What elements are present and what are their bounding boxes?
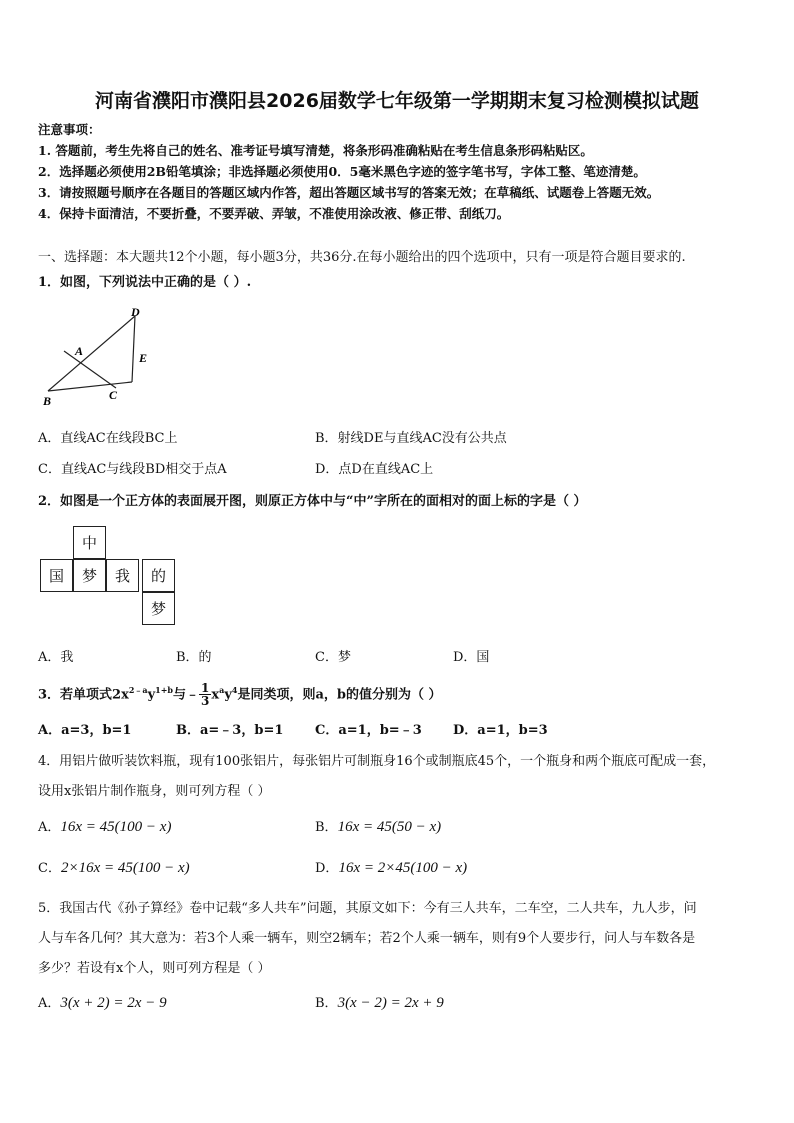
q3-option-b: B．a=﹣3，b=1 [176, 723, 284, 738]
q2-option-a: A．我 [38, 650, 74, 665]
q4-option-d-equation: 16x = 2×45(100 − x) [338, 860, 468, 876]
q3-text-b: y [147, 687, 156, 703]
q3-text-d: x [211, 687, 220, 703]
q4-line-2: 设用x张铝片制作瓶身，则可列方程（ ） [38, 784, 271, 799]
notice-heading: 注意事项： [38, 122, 101, 137]
q3-text-c: 与﹣ [173, 687, 200, 703]
q1-option-b: B．射线DE与直线AC没有公共点 [315, 431, 507, 446]
q4-option-d [315, 857, 467, 877]
q5-option-b [315, 992, 444, 1012]
net-face-guo: 国 [40, 559, 73, 592]
q1-option-d: D．点D在直线AC上 [315, 462, 434, 477]
label-e: E [139, 351, 148, 365]
q4-option-b [315, 816, 441, 836]
q1-option-c: C．直线AC与线段BD相交于点A [38, 462, 227, 477]
q5-line-1: 5．我国古代《孙子算经》卷中记载“多人共车”问题，其原文如下：今有三人共车，二车空，二人共车，九人步，问 [38, 901, 697, 916]
q3-fraction-den: 3 [201, 694, 210, 709]
q3-option-d: D．a=1，b=3 [453, 723, 548, 738]
net-face-zhong: 中 [73, 526, 106, 559]
line-db [48, 316, 135, 391]
label-b: B [43, 394, 52, 408]
q4-option-b-equation: 16x = 45(50 − x) [337, 819, 442, 835]
q3-stem [38, 674, 442, 711]
q5-line-2: 人与车各几何？其大意为：若3个人乘一辆车，则空2辆车；若2个人乘一辆车，则有9个人要步行，问人与车数各是 [38, 931, 696, 946]
q1-stem: 1．如图，下列说法中正确的是（ ）. [38, 275, 252, 290]
q4-line-1: 4．用铝片做听装饮料瓶，现有100张铝片，每张铝片可制瓶身16个或制瓶底45个，一个瓶身和两个瓶底可配成一套， [38, 754, 716, 769]
q4-option-b-label: B． [315, 820, 338, 835]
q4-option-c-equation: 2×16x = 45(100 − x) [60, 860, 190, 876]
q5-option-a-equation: 3(x + 2) = 2x − 9 [60, 995, 167, 1011]
q4-option-d-label: D． [315, 861, 339, 876]
q5-line-3: 多少？若设有x个人，则可列方程是（ ） [38, 961, 271, 976]
q2-cube-net [38, 526, 183, 628]
q3-exp-4: 4 [231, 685, 238, 695]
net-face-meng-1: 梦 [73, 559, 106, 592]
q3-exp-3: a [219, 685, 225, 695]
q4-option-c [38, 857, 190, 877]
line-de [132, 316, 135, 382]
label-d: D [131, 305, 140, 319]
q4-option-c-label: C． [38, 861, 61, 876]
q3-option-c: C．a=1，b=﹣3 [315, 723, 422, 738]
q3-exp-2: 1+b [155, 685, 174, 695]
line-ac [64, 351, 116, 388]
net-face-de: 的 [142, 559, 175, 592]
q4-option-a-label: A． [38, 820, 61, 835]
q5-option-a-label: A． [38, 996, 61, 1011]
q5-option-b-equation: 3(x − 2) = 2x + 9 [337, 995, 444, 1011]
net-face-meng-2: 梦 [142, 592, 175, 625]
q2-option-d: D．国 [453, 650, 490, 665]
q2-stem: 2．如图是一个正方体的表面展开图，则原正方体中与“中”字所在的面相对的面上标的字是（ ） [38, 494, 587, 509]
q3-option-a: A．a=3，b=1 [38, 723, 132, 738]
q3-fraction-num: 1 [201, 681, 210, 696]
q4-option-a-equation: 16x = 45(100 − x) [60, 819, 172, 835]
q3-text-e: y [224, 687, 232, 703]
q5-option-b-label: B． [315, 996, 338, 1011]
q3-text-a: 3．若单项式2x [38, 687, 129, 703]
q5-option-a [38, 992, 167, 1012]
q2-option-b: B．的 [176, 650, 212, 665]
notice-item-1: 1. 答题前，考生先将自己的姓名、准考证号填写清楚，将条形码准确粘贴在考生信息条形码粘贴区。 [38, 143, 593, 158]
segment-bc [48, 382, 132, 391]
notice-item-3: 3．请按照题号顺序在各题目的答题区域内作答，超出答题区域书写的答案无效；在草稿纸、试题卷上答题无效。 [38, 185, 660, 200]
notice-item-4: 4．保持卡面清洁，不要折叠，不要弄破、弄皱，不准使用涂改液、修正带、刮纸刀。 [38, 206, 510, 221]
q4-option-a [38, 816, 171, 836]
q1-option-a: A．直线AC在线段BC上 [38, 431, 178, 446]
q1-geometry-figure [38, 302, 158, 412]
page-title: 河南省濮阳市濮阳县2026届数学七年级第一学期期末复习检测模拟试题 [95, 90, 699, 112]
label-c: C [109, 388, 118, 402]
q3-exp-1: 2﹣a [128, 685, 148, 695]
q3-text-f: 是同类项，则a，b的值分别为（ ） [237, 687, 442, 703]
label-a: A [75, 344, 84, 358]
net-face-wo: 我 [106, 559, 139, 592]
section-heading: 一、选择题：本大题共12个小题，每小题3分，共36分.在每小题给出的四个选项中，只有一项是符合题目要求的. [38, 250, 686, 265]
q3-fraction [199, 682, 211, 707]
notice-item-2: 2．选择题必须使用2B铅笔填涂；非选择题必须使用0．5毫米黑色字迹的签字笔书写，字体工整、笔迹清楚。 [38, 164, 646, 179]
q2-option-c: C．梦 [315, 650, 351, 665]
